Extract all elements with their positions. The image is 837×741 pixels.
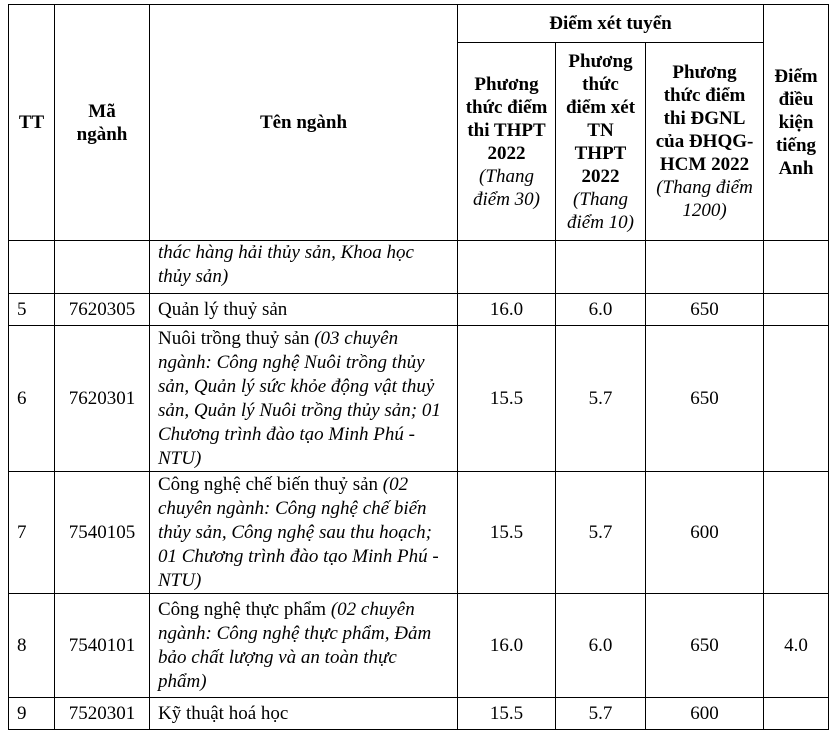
table-row — [9, 326, 829, 472]
cell-english — [764, 472, 829, 594]
header-ten-nganh: Tên ngành — [150, 5, 458, 241]
cell-ma: 7520301 — [55, 698, 150, 730]
cell-tn: 6.0 — [556, 294, 646, 326]
method-thpt-title: Phương thức điểm thi THPT 2022 — [465, 73, 548, 164]
admission-score-table — [8, 4, 829, 730]
table-row — [9, 594, 829, 698]
cell-tt: 8 — [9, 594, 55, 698]
method-dgnl-title: Phương thức điểm thi ĐGNL của ĐHQG-HCM 2022 — [655, 62, 754, 175]
method-tn-scale: (Thang điểm 10) — [566, 188, 634, 233]
header-diem-xet-tuyen: Điểm xét tuyển — [458, 5, 764, 43]
cell-ten-nganh: thác hàng hải thủy sản, Khoa học thủy sản) — [150, 241, 458, 294]
cell-dgnl: 600 — [646, 698, 764, 730]
cell-thpt: 15.5 — [458, 698, 556, 730]
header-method-tn — [556, 43, 646, 241]
cell-dgnl: 600 — [646, 472, 764, 594]
table-row — [9, 698, 829, 730]
cell-thpt: 16.0 — [458, 294, 556, 326]
table-row-continuation — [9, 241, 829, 294]
cell-tn: 6.0 — [556, 594, 646, 698]
cell-dgnl — [646, 241, 764, 294]
cell-ma: 7540101 — [55, 594, 150, 698]
cell-tt: 5 — [9, 294, 55, 326]
cell-tt — [9, 241, 55, 294]
header-tt: TT — [9, 5, 55, 241]
major-detail: (03 chuyên ngành: Công nghệ Nuôi trồng thủy sản, Quản lý sức khỏe động vật thuỷ sản, Quản lý Nuôi trồng thủy sản; 01 Chương trình đào tạo Minh Phú - NTU) — [158, 327, 441, 469]
cell-ma: 7620301 — [55, 326, 150, 472]
cell-tt: 9 — [9, 698, 55, 730]
cell-tn: 5.7 — [556, 698, 646, 730]
cell-ten-nganh — [150, 472, 458, 594]
cell-english — [764, 326, 829, 472]
cell-tt: 6 — [9, 326, 55, 472]
cell-ten-nganh — [150, 294, 458, 326]
method-dgnl-scale: (Thang điểm 1200) — [656, 177, 753, 221]
cell-tn: 5.7 — [556, 326, 646, 472]
major-name: Quản lý thuỷ sản — [158, 298, 288, 320]
header-method-thpt — [458, 43, 556, 241]
cell-ten-nganh — [150, 594, 458, 698]
cell-thpt: 15.5 — [458, 326, 556, 472]
header-ma-nganh: Mã ngành — [55, 5, 150, 241]
major-name: Công nghệ chế biến thuỷ sản — [158, 473, 383, 495]
cell-ma: 7620305 — [55, 294, 150, 326]
header-row-top — [9, 5, 829, 43]
cell-english — [764, 294, 829, 326]
table-row — [9, 294, 829, 326]
cell-tn — [556, 241, 646, 294]
cell-ten-nganh — [150, 326, 458, 472]
cell-tt: 7 — [9, 472, 55, 594]
method-thpt-scale: (Thang điểm 30) — [472, 165, 540, 210]
cell-thpt: 15.5 — [458, 472, 556, 594]
admission-score-document — [8, 4, 829, 730]
major-name: Công nghệ thực phẩm — [158, 598, 331, 620]
cell-ma — [55, 241, 150, 294]
cell-dgnl: 650 — [646, 326, 764, 472]
cell-ten-nganh — [150, 698, 458, 730]
cell-tn: 5.7 — [556, 472, 646, 594]
header-method-dgnl — [646, 43, 764, 241]
major-name: Kỹ thuật hoá học — [158, 702, 289, 724]
table-row — [9, 472, 829, 594]
method-tn-title: Phương thức điểm xét TN THPT 2022 — [565, 50, 636, 187]
cell-english — [764, 698, 829, 730]
cell-dgnl: 650 — [646, 294, 764, 326]
cell-dgnl: 650 — [646, 594, 764, 698]
major-detail: (02 chuyên ngành: Công nghệ chế biến thủy sản, Công nghệ sau thu hoạch; 01 Chương trình đào tạo Minh Phú - NTU) — [158, 473, 439, 591]
cell-english — [764, 241, 829, 294]
cell-ma: 7540105 — [55, 472, 150, 594]
major-name: Nuôi trồng thuỷ sản — [158, 327, 315, 349]
major-detail: (02 chuyên ngành: Công nghệ thực phẩm, Đảm bảo chất lượng và an toàn thực phẩm) — [158, 598, 432, 692]
cell-english: 4.0 — [764, 594, 829, 698]
cell-thpt: 16.0 — [458, 594, 556, 698]
header-dieu-kien-tieng-anh: Điểm điều kiện tiếng Anh — [764, 5, 829, 241]
cell-thpt — [458, 241, 556, 294]
